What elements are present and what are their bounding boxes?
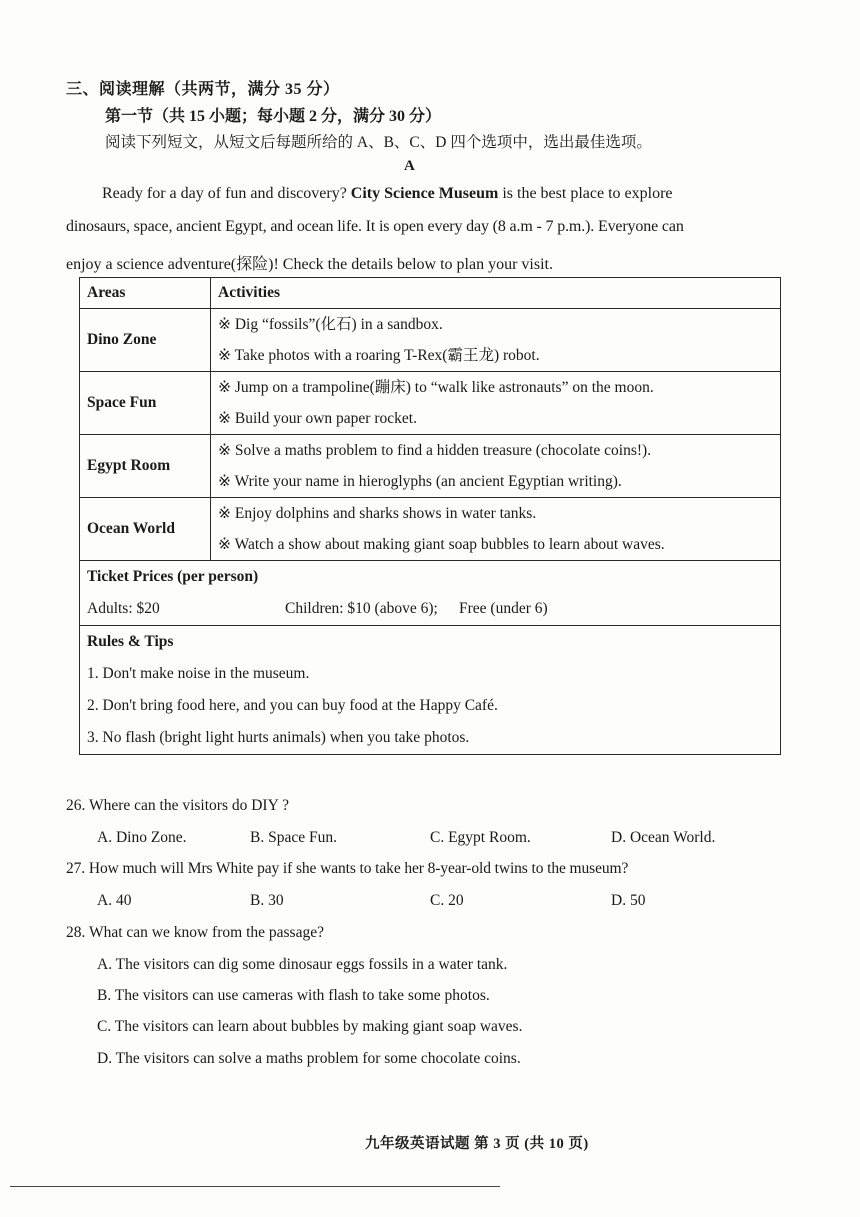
activity-item: ※ Enjoy dolphins and sharks shows in water tanks. xyxy=(218,505,537,522)
rules-cell xyxy=(80,626,781,755)
option-a: A. The visitors can dig some dinosaur eggs fossils in a water tank. xyxy=(97,956,508,973)
question-26-stem: 26. Where can the visitors do DIY ? xyxy=(66,797,289,814)
activity-item: ※ Jump on a trampoline(蹦床) to “walk like astronauts” on the moon. xyxy=(218,379,654,396)
header-activities: Activities xyxy=(211,278,781,309)
option-c: C. 20 xyxy=(430,892,464,909)
price-free: Free (under 6) xyxy=(459,600,548,617)
area-name: Dino Zone xyxy=(80,309,211,372)
activity-item: ※ Write your name in hieroglyphs (an ancient Egyptian writing). xyxy=(218,473,622,490)
passage-line-2: dinosaurs, space, ancient Egypt, and ocean life. It is open every day (8 a.m - 7 p.m.). Everyone can xyxy=(66,218,684,235)
option-a: A. 40 xyxy=(97,892,132,909)
question-28-stem: 28. What can we know from the passage? xyxy=(66,924,324,941)
option-b: B. 30 xyxy=(250,892,284,909)
question-27-stem: 27. How much will Mrs White pay if she wants to take her 8-year-old twins to the museum? xyxy=(66,860,629,877)
activity-item: ※ Take photos with a roaring T-Rex(霸王龙) robot. xyxy=(218,347,540,364)
museum-name: City Science Museum xyxy=(350,185,499,202)
option-a: A. Dino Zone. xyxy=(97,829,187,846)
option-d: D. 50 xyxy=(611,892,646,909)
area-name: Space Fun xyxy=(80,372,211,435)
table-row xyxy=(80,372,781,435)
header-areas: Areas xyxy=(80,278,211,309)
activity-item: ※ Watch a show about making giant soap bubbles to learn about waves. xyxy=(218,536,665,553)
passage-line-1 xyxy=(102,185,673,203)
passage-text: Ready for a day of fun and discovery? xyxy=(102,185,351,202)
option-d: D. The visitors can solve a maths problem for some chocolate coins. xyxy=(97,1050,521,1067)
subsection-title: 第一节（共 15 小题；每小题 2 分，满分 30 分） xyxy=(105,108,442,125)
area-name: Egypt Room xyxy=(80,435,211,498)
option-c: C. The visitors can learn about bubbles by making giant soap waves. xyxy=(97,1018,523,1035)
option-b: B. The visitors can use cameras with flash to take some photos. xyxy=(97,987,490,1004)
area-name: Ocean World xyxy=(80,498,211,561)
rule-item: 3. No flash (bright light hurts animals) when you take photos. xyxy=(87,729,470,746)
ticket-prices-row xyxy=(80,561,781,626)
passage-letter: A xyxy=(404,158,415,174)
area-activities xyxy=(211,309,781,372)
price-children: Children: $10 (above 6); xyxy=(285,600,438,617)
page-footer: 九年级英语试题 第 3 页 (共 10 页) xyxy=(365,1136,589,1152)
option-c: C. Egypt Room. xyxy=(430,829,531,846)
scan-edge-line xyxy=(10,1186,500,1187)
option-b: B. Space Fun. xyxy=(250,829,337,846)
instructions: 阅读下列短文，从短文后每题所给的 A、B、C、D 四个选项中，选出最佳选项。 xyxy=(105,134,652,151)
ticket-prices-title: Ticket Prices (per person) xyxy=(87,568,259,585)
rules-row xyxy=(80,626,781,755)
table-row xyxy=(80,435,781,498)
activity-item: ※ Dig “fossils”(化石) in a sandbox. xyxy=(218,316,443,333)
activity-item: ※ Build your own paper rocket. xyxy=(218,410,417,427)
section-title: 三、阅读理解（共两节，满分 35 分） xyxy=(66,81,340,98)
price-adults: Adults: $20 xyxy=(87,600,160,617)
area-activities xyxy=(211,435,781,498)
rules-title: Rules & Tips xyxy=(87,633,174,650)
table-header-row xyxy=(80,278,781,309)
passage-text: is the best place to explore xyxy=(498,185,673,202)
ticket-prices-line xyxy=(87,593,773,625)
option-d: D. Ocean World. xyxy=(611,829,716,846)
ticket-prices-cell xyxy=(80,561,781,626)
rule-item: 2. Don't bring food here, and you can buy food at the Happy Café. xyxy=(87,697,498,714)
table-row xyxy=(80,498,781,561)
activity-item: ※ Solve a maths problem to find a hidden treasure (chocolate coins!). xyxy=(218,442,652,459)
rule-item: 1. Don't make noise in the museum. xyxy=(87,665,310,682)
area-activities xyxy=(211,372,781,435)
area-activities xyxy=(211,498,781,561)
museum-info-table xyxy=(79,277,781,755)
table-row xyxy=(80,309,781,372)
passage-line-3: enjoy a science adventure(探险)! Check the details below to plan your visit. xyxy=(66,256,553,273)
